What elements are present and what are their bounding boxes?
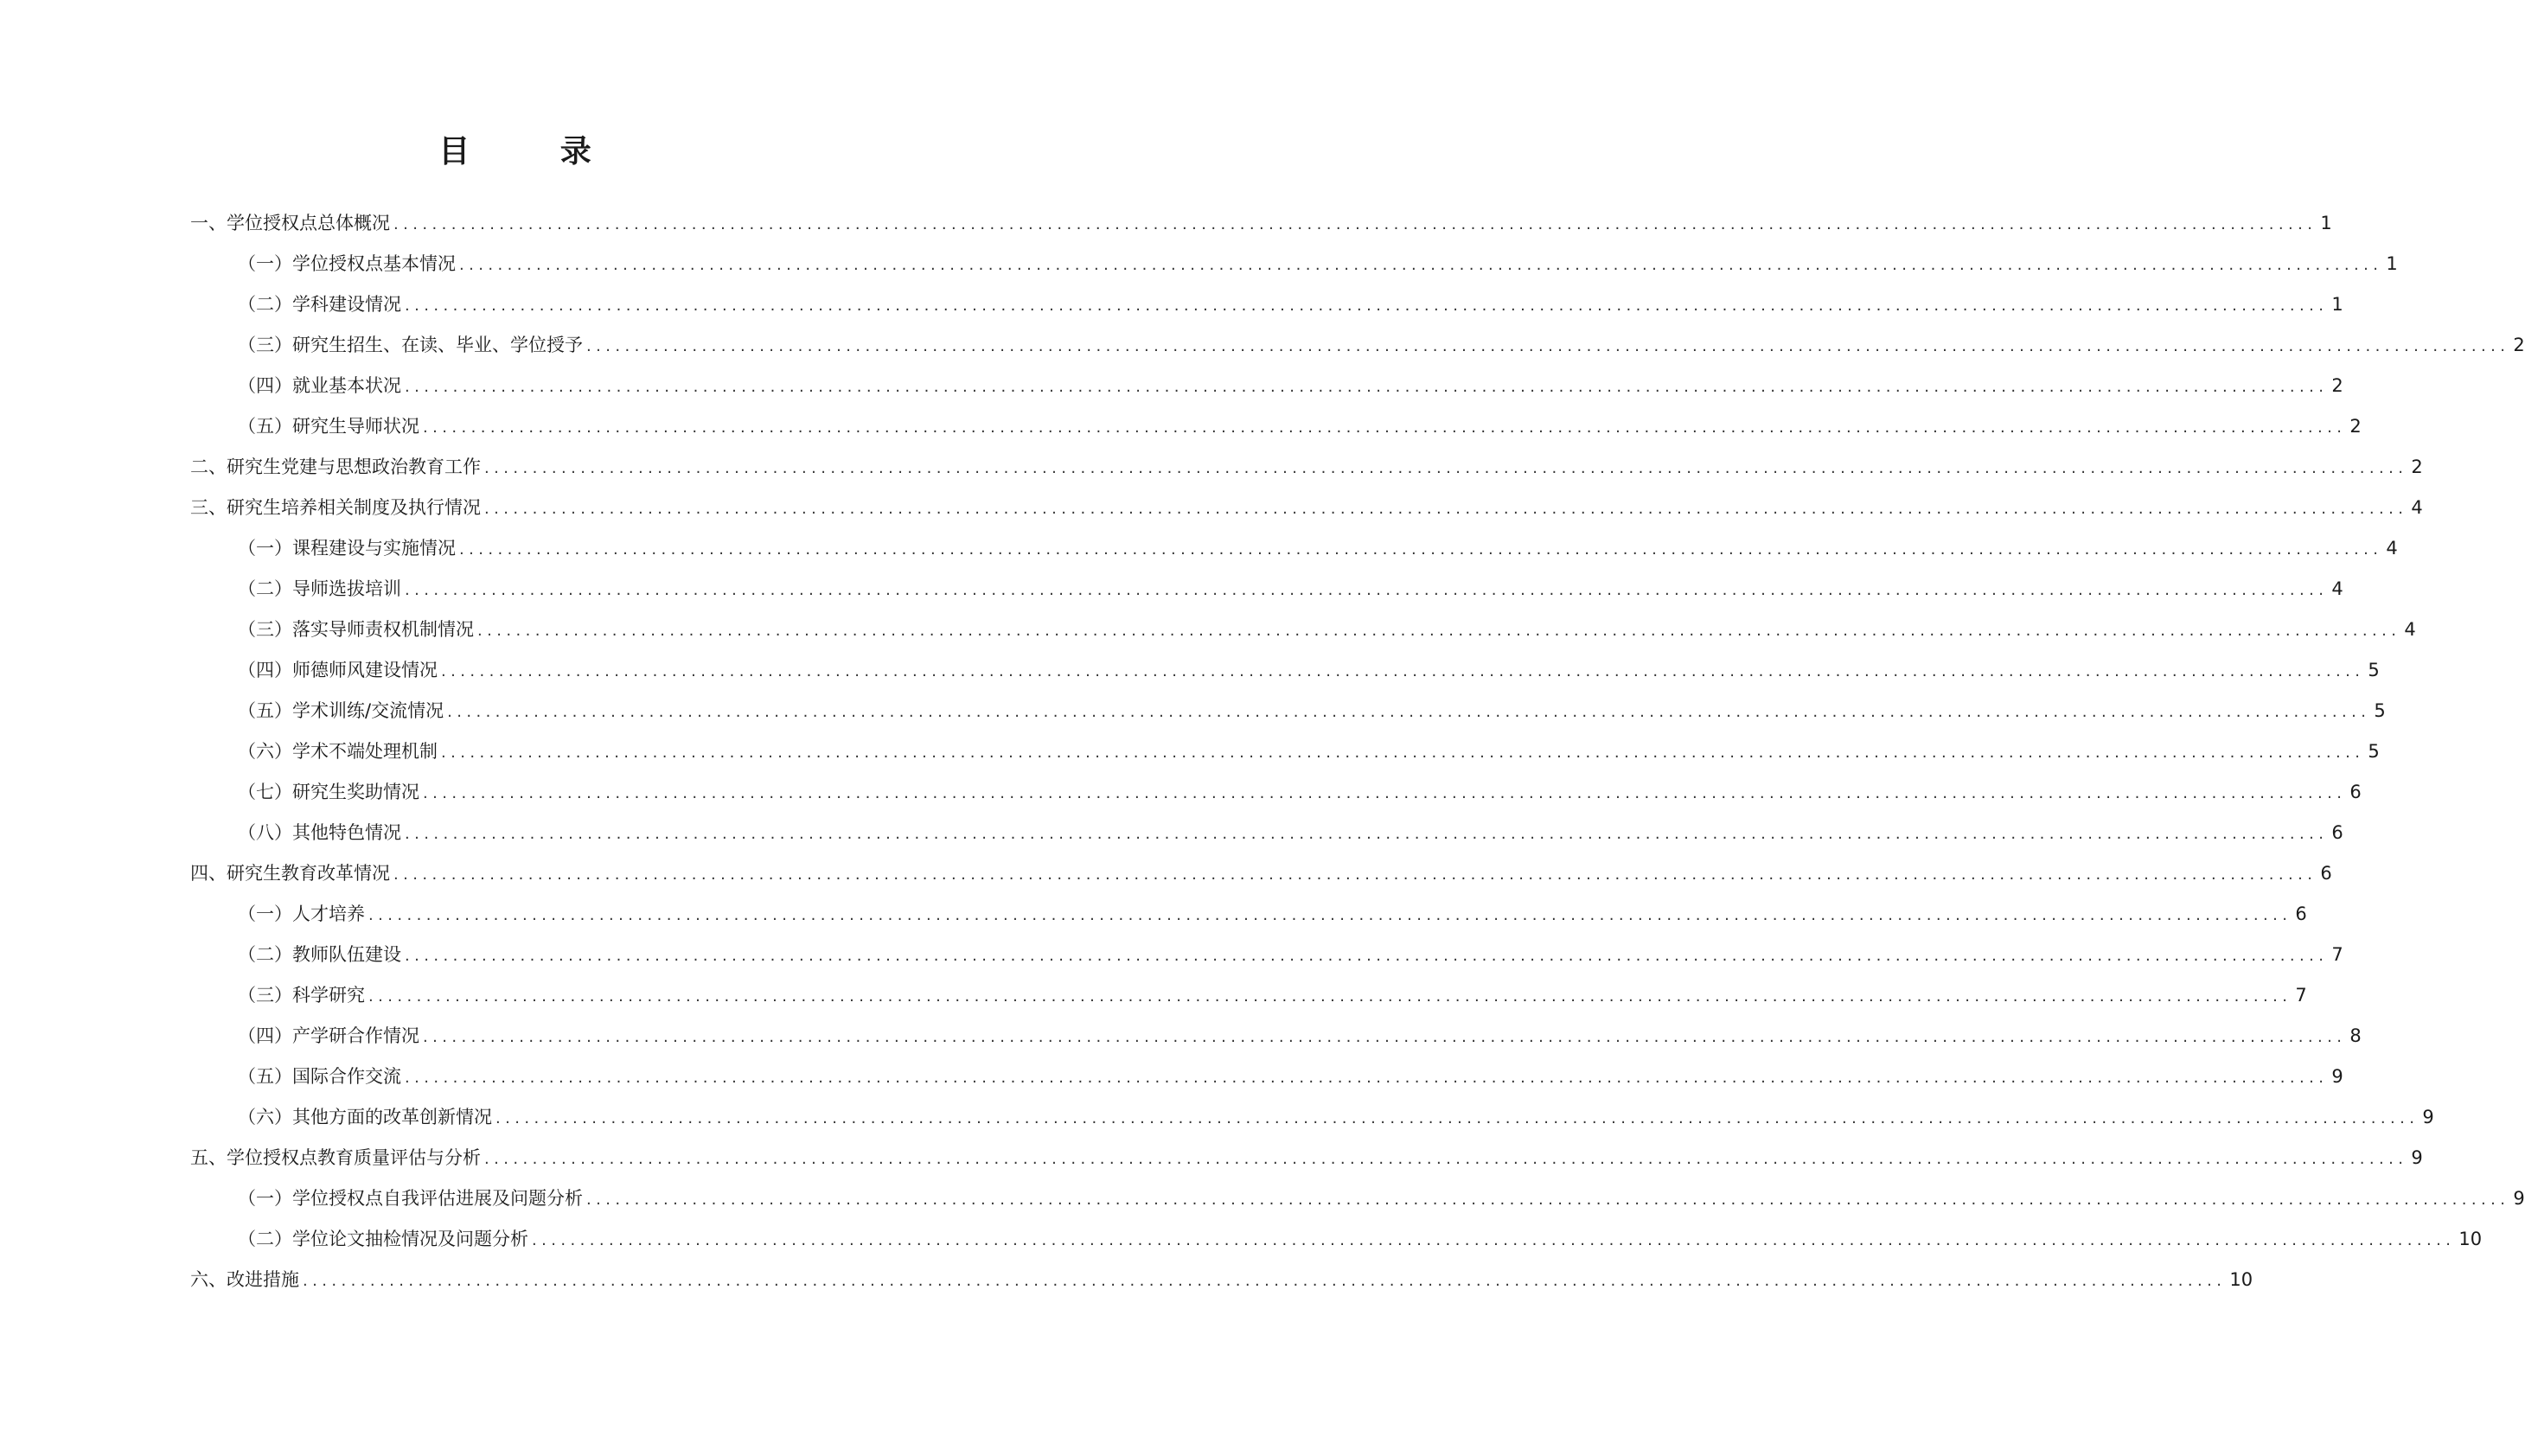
toc-subsection-entry[interactable] (190, 926, 2343, 967)
toc-dot-leader: ........................................................................................................................................................................................................ (495, 1109, 2420, 1127)
toc-entry-text: （五）国际合作交流 (238, 1066, 401, 1087)
toc-dot-leader: ........................................................................................................................................................................................................ (368, 987, 2292, 1006)
toc-list (190, 195, 2525, 1292)
toc-dot-leader: ........................................................................................................................................................................................................ (447, 703, 2371, 721)
toc-entry-text: （四）产学研合作情况 (238, 1025, 419, 1046)
toc-page-number: 1 (2386, 253, 2398, 274)
toc-entry-text: （二）学科建设情况 (238, 294, 401, 315)
toc-page-number: 9 (2513, 1188, 2525, 1209)
toc-dot-leader: ........................................................................................................................................................................................................ (423, 418, 2347, 437)
toc-subsection-entry[interactable] (190, 642, 2380, 682)
toc-entry-text: 三、研究生培养相关制度及执行情况 (190, 497, 481, 518)
toc-dot-leader: ........................................................................................................................................................................................................ (368, 906, 2292, 924)
toc-entry-text: 五、学位授权点教育质量评估与分析 (190, 1147, 481, 1168)
toc-dot-leader: ........................................................................................................................................................................................................ (405, 297, 2329, 315)
toc-entry-text: （一）学位授权点自我评估进展及问题分析 (238, 1188, 583, 1209)
toc-subsection-entry[interactable] (190, 967, 2307, 1007)
toc-page-number: 5 (2368, 741, 2380, 762)
toc-dot-leader: ........................................................................................................................................................................................................ (586, 1191, 2510, 1209)
toc-dot-leader: ........................................................................................................................................................................................................ (459, 256, 2383, 274)
toc-page-number: 2 (2349, 416, 2362, 437)
toc-section-entry[interactable] (190, 1129, 2423, 1170)
toc-subsection-entry[interactable] (190, 1048, 2343, 1089)
toc-page-number: 9 (2331, 1066, 2343, 1087)
toc-entry-text: （五）研究生导师状况 (238, 416, 419, 437)
toc-dot-leader: ........................................................................................................................................................................................................ (441, 744, 2365, 762)
toc-entry-text: （五）学术训练/交流情况 (238, 700, 444, 721)
toc-page-number: 9 (2411, 1147, 2423, 1168)
toc-page-number: 4 (2411, 497, 2423, 518)
toc-page-number: 2 (2513, 335, 2525, 355)
toc-subsection-entry[interactable] (190, 520, 2398, 560)
toc-subsection-entry[interactable] (190, 235, 2398, 276)
toc-page-number: 6 (2331, 822, 2343, 843)
toc-page-number: 6 (2295, 904, 2307, 924)
toc-page-number: 2 (2411, 457, 2423, 477)
toc-dot-leader: ........................................................................................................................................................................................................ (459, 540, 2383, 559)
toc-entry-text: （七）研究生奖助情况 (238, 782, 419, 802)
toc-subsection-entry[interactable] (190, 316, 2525, 357)
toc-section-entry[interactable] (190, 845, 2332, 885)
toc-subsection-entry[interactable] (190, 804, 2343, 845)
toc-section-entry[interactable] (190, 479, 2423, 520)
toc-subsection-entry[interactable] (190, 723, 2380, 763)
toc-entry-text: 一、学位授权点总体概况 (190, 213, 390, 233)
toc-dot-leader: ........................................................................................................................................................................................................ (586, 337, 2510, 355)
toc-section-entry[interactable] (190, 195, 2332, 235)
toc-dot-leader: ........................................................................................................................................................................................................ (484, 1150, 2408, 1168)
toc-entry-text: （六）学术不端处理机制 (238, 741, 438, 762)
toc-page-number: 1 (2320, 213, 2332, 233)
toc-page-number: 7 (2295, 985, 2307, 1006)
toc-section-entry[interactable] (190, 438, 2423, 479)
toc-subsection-entry[interactable] (190, 1210, 2483, 1251)
toc-subsection-entry[interactable] (190, 276, 2343, 316)
toc-dot-leader: ........................................................................................................................................................................................................ (405, 947, 2329, 965)
toc-dot-leader: ........................................................................................................................................................................................................ (405, 1069, 2329, 1087)
toc-dot-leader: ........................................................................................................................................................................................................ (393, 215, 2317, 233)
toc-subsection-entry[interactable] (190, 682, 2386, 723)
toc-dot-leader: ........................................................................................................................................................................................................ (405, 581, 2329, 599)
toc-entry-text: （三）科学研究 (238, 985, 365, 1006)
toc-entry-text: （二）教师队伍建设 (238, 944, 401, 965)
toc-entry-text: （二）学位论文抽检情况及问题分析 (238, 1229, 528, 1249)
toc-entry-text: （一）人才培养 (238, 904, 365, 924)
toc-page-number: 4 (2386, 538, 2398, 559)
toc-subsection-entry[interactable] (190, 885, 2307, 926)
toc-dot-leader: ........................................................................................................................................................................................................ (441, 662, 2365, 680)
toc-subsection-entry[interactable] (190, 763, 2362, 804)
toc-entry-text: （一）课程建设与实施情况 (238, 538, 456, 559)
toc-page-number: 7 (2331, 944, 2343, 965)
toc-page-number: 10 (2229, 1269, 2253, 1290)
toc-page-number: 4 (2404, 619, 2416, 640)
toc-page-number: 5 (2368, 660, 2380, 680)
toc-page-number: 10 (2458, 1229, 2483, 1249)
toc-dot-leader: ........................................................................................................................................................................................................ (393, 865, 2317, 884)
toc-entry-text: 四、研究生教育改革情况 (190, 863, 390, 884)
toc-entry-text: （一）学位授权点基本情况 (238, 253, 456, 274)
toc-entry-text: （六）其他方面的改革创新情况 (238, 1107, 492, 1127)
toc-subsection-entry[interactable] (190, 1007, 2362, 1048)
toc-entry-text: （三）落实导师责权机制情况 (238, 619, 474, 640)
toc-subsection-entry[interactable] (190, 357, 2343, 398)
toc-subsection-entry[interactable] (190, 1170, 2525, 1210)
toc-dot-leader: ........................................................................................................................................................................................................ (303, 1272, 2227, 1290)
toc-entry-text: （四）师德师风建设情况 (238, 660, 438, 680)
toc-dot-leader: ........................................................................................................................................................................................................ (423, 1028, 2347, 1046)
toc-page-number: 4 (2331, 578, 2343, 599)
toc-page-number: 6 (2320, 863, 2332, 884)
toc-subsection-entry[interactable] (190, 1089, 2434, 1129)
toc-entry-text: 二、研究生党建与思想政治教育工作 (190, 457, 481, 477)
toc-dot-leader: ........................................................................................................................................................................................................ (532, 1231, 2456, 1249)
toc-entry-text: （三）研究生招生、在读、毕业、学位授予 (238, 335, 583, 355)
toc-page-number: 6 (2349, 782, 2362, 802)
toc-dot-leader: ........................................................................................................................................................................................................ (484, 459, 2408, 477)
toc-section-entry[interactable] (190, 1251, 2253, 1292)
toc-page-number: 8 (2349, 1025, 2362, 1046)
toc-page-number: 5 (2374, 700, 2386, 721)
toc-page-number: 1 (2331, 294, 2343, 315)
toc-subsection-entry[interactable] (190, 398, 2362, 438)
toc-entry-text: 六、改进措施 (190, 1269, 299, 1290)
toc-dot-leader: ........................................................................................................................................................................................................ (484, 500, 2408, 518)
toc-dot-leader: ........................................................................................................................................................................................................ (423, 784, 2347, 802)
toc-subsection-entry[interactable] (190, 560, 2343, 601)
toc-dot-leader: ........................................................................................................................................................................................................ (405, 378, 2329, 396)
toc-page-number: 2 (2331, 375, 2343, 396)
toc-title: 目 录 (438, 134, 631, 169)
toc-dot-leader: ........................................................................................................................................................................................................ (405, 825, 2329, 843)
toc-entry-text: （二）导师选拔培训 (238, 578, 401, 599)
toc-entry-text: （四）就业基本状况 (238, 375, 401, 396)
toc-subsection-entry[interactable] (190, 601, 2416, 642)
toc-dot-leader: ........................................................................................................................................................................................................ (477, 622, 2401, 640)
toc-entry-text: （八）其他特色情况 (238, 822, 401, 843)
toc-page-number: 9 (2422, 1107, 2434, 1127)
